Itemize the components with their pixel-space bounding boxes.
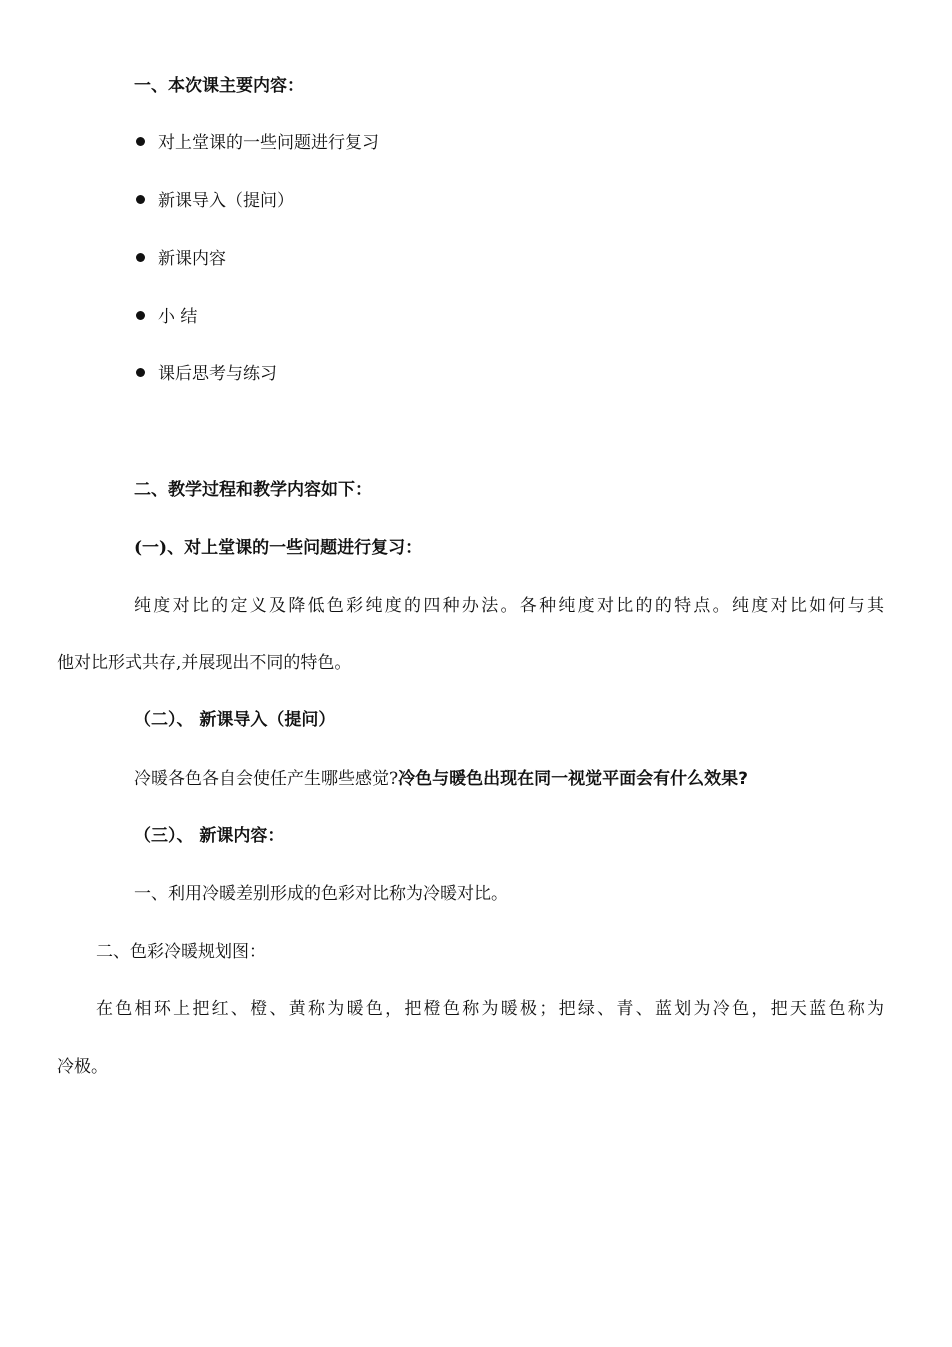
bullet-icon [136,137,145,146]
bullet-icon [136,253,145,262]
list-item [136,362,277,386]
part3-item2: 二、色彩冷暖规划图： [96,942,266,962]
list-item [136,247,226,271]
bullet-icon [136,195,145,204]
list-item-text: 新课导入（提问） [158,191,294,211]
part2-question-bold: 冷色与暖色出现在同一视觉平面会有什么效果? [398,769,748,789]
part3-heading: （三）、 新课内容： [134,826,285,846]
section1-heading: 一、本次课主要内容： [134,76,304,96]
part2-question-plain: 冷暖各色各自会使任产生哪些感觉? [134,769,399,789]
list-item [136,131,379,155]
section2-heading: 二、教学过程和教学内容如下： [134,480,372,500]
list-item-text: 课后思考与练习 [158,364,277,384]
bullet-icon [136,311,145,320]
part1-paragraph-line1: 纯度对比的定义及降低色彩纯度的四种办法。各种纯度对比的的特点。纯度对比如何与其 [134,596,884,616]
bullet-icon [136,368,145,377]
list-item-text: 小 结 [158,307,198,327]
part2-paragraph [134,767,748,791]
part2-heading: （二）、 新课导入（提问） [134,710,336,730]
list-item [136,305,197,329]
part3-paragraph-line2: 冷极。 [57,1057,108,1077]
part1-paragraph-line2: 他对比形式共存,并展现出不同的特色。 [57,653,352,673]
list-item-text: 新课内容 [158,249,226,269]
list-item-text: 对上堂课的一些问题进行复习 [158,133,379,153]
list-item [136,189,294,213]
part1-heading: (一)、对上堂课的一些问题进行复习： [134,538,423,558]
part3-paragraph-line1: 在色相环上把红、橙、黄称为暖色，把橙色称为暖极；把绿、青、蓝划为冷色，把天蓝色称为 [96,999,884,1019]
part3-item1: 一、利用冷暖差别形成的色彩对比称为冷暖对比。 [134,884,508,904]
